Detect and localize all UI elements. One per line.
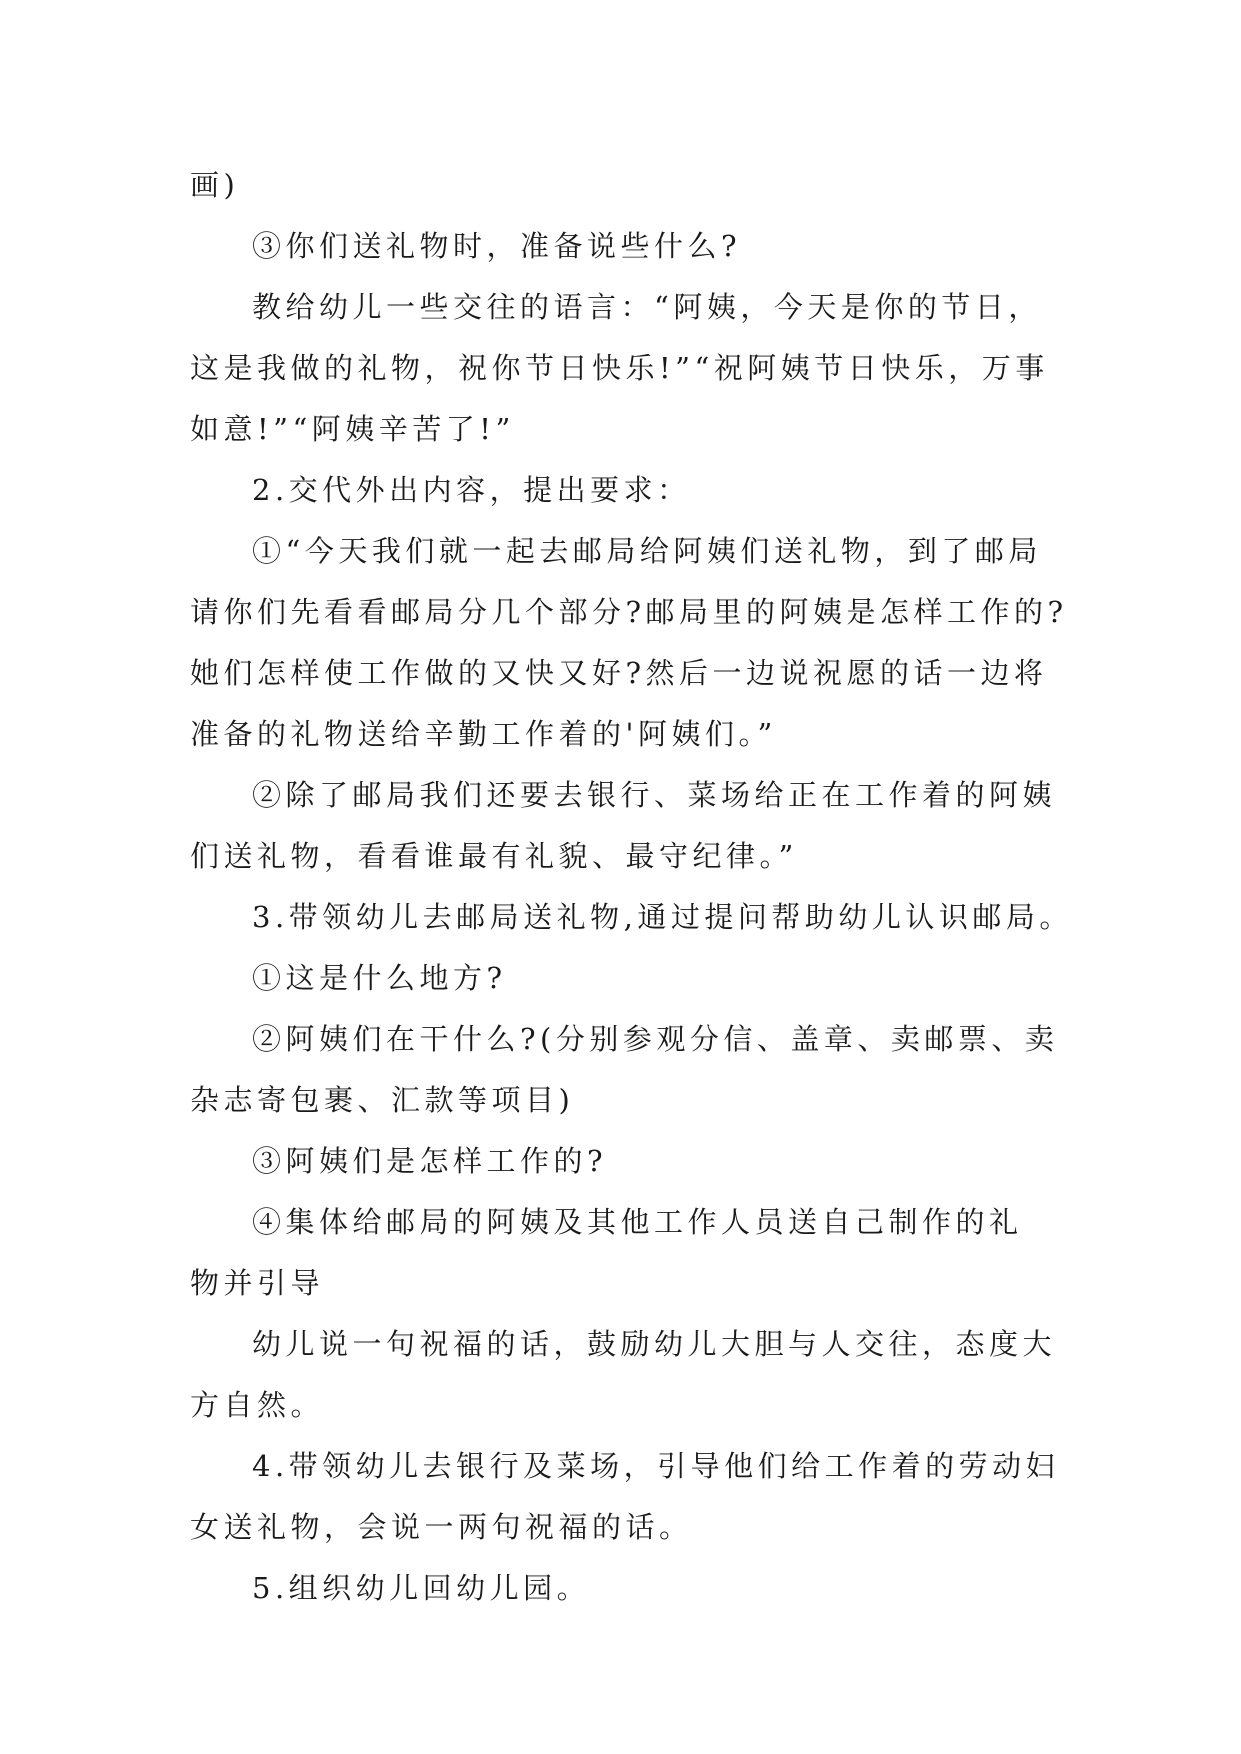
- text-line: ③你们送礼物时，准备说些什么?: [252, 229, 742, 263]
- text-line: ①这是什么地方?: [252, 961, 507, 995]
- text-line: 请你们先看看邮局分几个部分?邮局里的阿姨是怎样工作的?: [190, 595, 1068, 629]
- text-line: 5.组织幼儿回幼儿园。: [252, 1571, 591, 1605]
- text-line: ②阿姨们在干什么?(分别参观分信、盖章、卖邮票、卖: [252, 1022, 1059, 1056]
- text-line: 2.交代外出内容，提出要求：: [252, 473, 691, 507]
- text-line: ④集体给邮局的阿姨及其他工作人员送自己制作的礼: [252, 1205, 1023, 1239]
- text-line: ①“今天我们就一起去邮局给阿姨们送礼物，到了邮局: [252, 534, 1042, 568]
- text-line: 这是我做的礼物，祝你节日快乐!”“祝阿姨节日快乐，万事: [190, 351, 1049, 385]
- text-line: ②除了邮局我们还要去银行、菜场给正在工作着的阿姨: [252, 778, 1057, 812]
- text-line: 幼儿说一句祝福的话，鼓励幼儿大胆与人交往，态度大: [252, 1327, 1057, 1361]
- text-line: 教给幼儿一些交往的语言：“阿姨，今天是你的节日，: [252, 290, 1042, 324]
- text-line: ③阿姨们是怎样工作的?: [252, 1144, 608, 1178]
- document-body: [190, 155, 1073, 1619]
- text-line: 们送礼物，看看谁最有礼貌、最守纪律。”: [190, 839, 798, 873]
- text-line: 杂志寄包裹、汇款等项目): [190, 1083, 575, 1117]
- text-line: 准备的礼物送给辛勤工作着的'阿姨们。”: [190, 717, 777, 751]
- text-line: 物并引导: [190, 1266, 325, 1300]
- text-line: 她们怎样使工作做的又快又好?然后一边说祝愿的话一边将: [190, 656, 1048, 690]
- text-line: 如意!”“阿姨辛苦了!”: [190, 412, 515, 446]
- text-line: 3.带领幼儿去邮局送礼物,通过提问帮助幼儿认识邮局。: [252, 900, 1073, 934]
- text-line: 4.带领幼儿去银行及菜场，引导他们给工作着的劳动妇: [252, 1449, 1060, 1483]
- text-line: 画): [190, 168, 240, 202]
- text-line: 女送礼物，会说一两句祝福的话。: [190, 1510, 693, 1544]
- text-line: 方自然。: [190, 1388, 325, 1422]
